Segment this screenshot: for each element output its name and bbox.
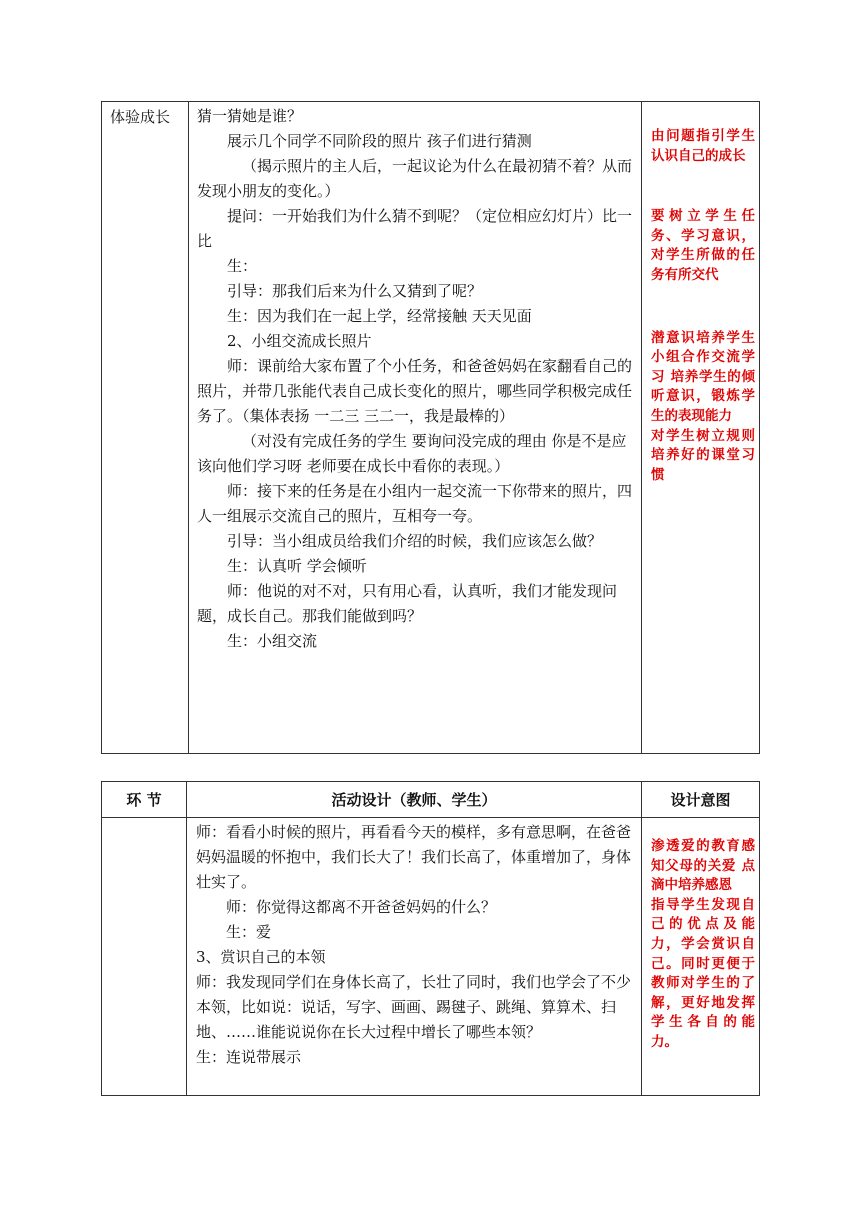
header-activity: 活动设计（教师、学生） xyxy=(187,782,642,818)
section-label-cell xyxy=(102,102,189,754)
intent-note-6: 指导学生发现自己的优点及能力，学会赏识自己。同时更便于教师对学生的了解，更好地发挥学生各自的能力。 xyxy=(651,896,755,1050)
lesson-table-1 xyxy=(101,101,760,754)
activity-text xyxy=(197,104,635,654)
activity-paragraph: 师：我发现同学们在身体长高了，长壮了同时，我们也学会了不少本领，比如说：说话，写字、画画、踢毽子、跳绳、算算术、扫地、……谁能说说你在长大过程中增长了哪些本领？ xyxy=(196,973,632,1041)
activity-paragraph: 生：爱 xyxy=(226,923,272,941)
activity-paragraph: 生：认真听 学会倾听 xyxy=(227,557,367,575)
intent-note-1: 由问题指引学生认识自己的成长 xyxy=(651,128,755,164)
activity-paragraph: 生：小组交流 xyxy=(227,632,318,650)
activity-cell xyxy=(189,102,642,754)
activity-paragraph: 生：连说带展示 xyxy=(196,1048,302,1066)
activity-paragraph: 展示几个同学不同阶段的照片 孩子们进行猜测 xyxy=(227,132,532,150)
activity-paragraph: 提问：一开始我们为什么猜不到呢？（定位相应幻灯片）比一比 xyxy=(197,207,633,250)
intent-note-4: 对学生树立规则 培养好的课堂习惯 xyxy=(651,427,755,483)
intent-note-2: 要树立学生任务、学习意识，对学生所做的任务有所交代 xyxy=(651,208,755,283)
intent-note-3: 潜意识培养学生小组合作交流学习 培养学生的倾听意识，锻炼学生的表现能力 xyxy=(651,329,755,424)
activity-paragraph: 师：接下来的任务是在小组内一起交流一下你带来的照片，四人一组展示交流自己的照片，互相夸一夸。 xyxy=(197,482,633,525)
activity-paragraph: 生： xyxy=(227,257,258,275)
header-intent: 设计意图 xyxy=(642,782,760,818)
activity-paragraph: 师：课前给大家布置了个小任务，和爸爸妈妈在家翻看自己的照片，并带几张能代表自己成长变化的照片，哪些同学积极完成任务了。（集体表扬 一二三 三二一，我是最棒的） xyxy=(197,357,633,425)
header-stage: 环 节 xyxy=(102,782,187,818)
activity-paragraph: 师：看看小时候的照片，再看看今天的模样，多有意思啊，在爸爸妈妈温暖的怀抱中，我们长大了！我们长高了，体重增加了，身体壮实了。 xyxy=(196,823,632,891)
activity-paragraph: 师：他说的对不对，只有用心看，认真听，我们才能发现问题，成长自己。那我们能做到吗？ xyxy=(197,582,618,625)
stage-cell xyxy=(102,818,187,1096)
activity-paragraph: 2、小组交流成长照片 xyxy=(227,332,372,350)
intent-cell-2 xyxy=(642,818,760,1096)
intent-cell xyxy=(642,102,760,754)
activity-paragraph: 生：因为我们在一起上学，经常接触 天天见面 xyxy=(227,307,532,325)
activity-paragraph: 引导：那我们后来为什么又猜到了呢？ xyxy=(227,282,483,300)
section-label: 体验成长 xyxy=(110,108,171,126)
activity-paragraph: 3、赏识自己的本领 xyxy=(196,948,326,966)
activity-paragraph: 师：你觉得这都离不开爸爸妈妈的什么？ xyxy=(226,898,497,916)
activity-cell-2 xyxy=(187,818,642,1096)
activity-paragraph: （揭示照片的主人后，一起议论为什么在最初猜不着？从而发现小朋友的变化。） xyxy=(197,157,633,200)
activity-paragraph: （对没有完成任务的学生 要询问没完成的理由 你是不是应该向他们学习呀 老师要在成长中看你的表现。） xyxy=(197,432,627,475)
activity-paragraph: 猜一猜她是谁？ xyxy=(197,107,303,125)
intent-note-5: 渗透爱的教育感知父母的关爱 点滴中培养感恩 xyxy=(651,838,755,894)
lesson-table-2 xyxy=(101,781,760,1096)
activity-paragraph: 引导：当小组成员给我们介绍的时候，我们应该怎么做？ xyxy=(227,532,603,550)
activity-text-2 xyxy=(196,820,635,1070)
